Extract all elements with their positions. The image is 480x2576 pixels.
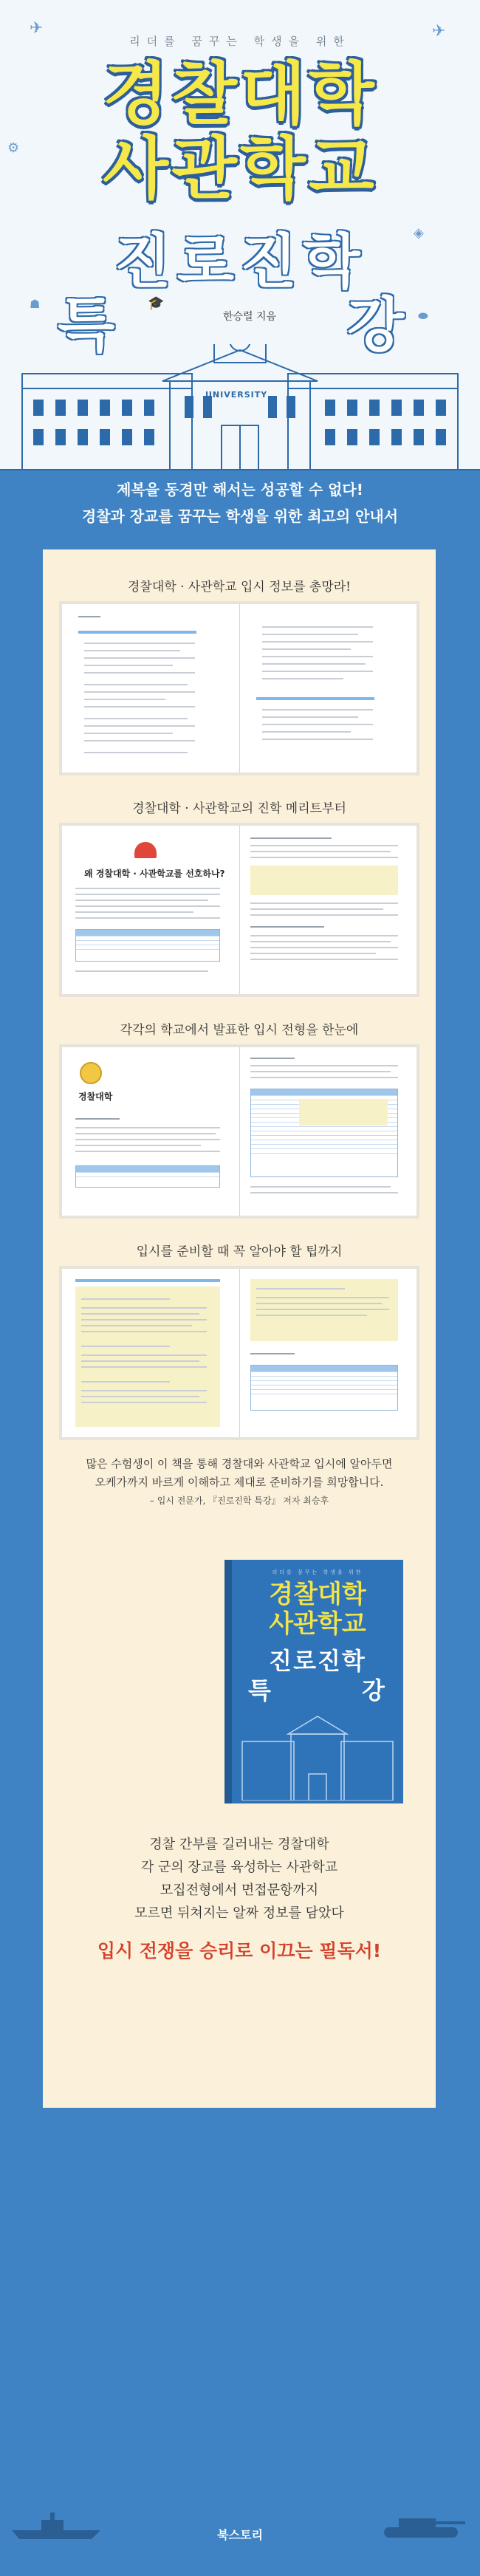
book-cover-title3: 진로진학 [269, 1647, 366, 1675]
book-spread-merit [59, 823, 419, 997]
closing-line3: 모집전형에서 면접문항까지 [160, 1883, 319, 1898]
book-cover-building-illustration [232, 1712, 403, 1801]
book-cover-title4-right: 강 [362, 1676, 385, 1705]
author-credit: 한승렬 지음 [223, 311, 277, 323]
spread-page-right [240, 604, 417, 773]
book-cover-title1: 경찰대학 [269, 1580, 366, 1609]
tagline-line1: 제복을 동경만 해서는 성공할 수 없다! [117, 481, 363, 499]
closing-copy [43, 1833, 436, 1925]
book-cover-subtitle: 리더를 꿈꾸는 학생을 위한 [272, 1569, 363, 1575]
closing-line4: 모르면 뒤쳐지는 알짜 정보를 담았다 [134, 1905, 344, 1921]
cover-title-line2: 사관학교 [103, 129, 377, 208]
spread-page-left [62, 1047, 240, 1216]
cover-title-line1: 경찰대학 [103, 55, 377, 134]
book-cover-title4-left: 특 [248, 1676, 271, 1705]
section-title-1: 경찰대학 · 사관학교 입시 정보를 총망라! [127, 580, 351, 595]
fighter-jet-icon: ✈ [432, 22, 446, 41]
spread-page-left [62, 826, 240, 994]
grad-cap-icon: 🎓 [148, 295, 165, 311]
content-panel [43, 549, 436, 2108]
book-cover-image [232, 1560, 403, 1803]
quote-attribution: – 입시 전문가, 『진로진학 특강』 저자 최승후 [149, 1496, 329, 1506]
closing-line1: 경찰 간부를 길러내는 경찰대학 [149, 1837, 329, 1852]
quote-line1: 많은 수험생이 이 책을 통해 경찰대와 사관학교 입시에 알아두면 [86, 1457, 393, 1470]
closing-line2: 각 군의 장교를 육성하는 사관학교 [140, 1860, 338, 1875]
police-cap-icon: ◈ [414, 225, 424, 241]
publisher-logo: 북스토리 [217, 2528, 263, 2542]
university-sign: UNIVERSITY [205, 390, 268, 400]
section-title-3: 각각의 학교에서 발표한 입시 전형을 한눈에 [120, 1023, 359, 1038]
book-spread-admissions [59, 1044, 419, 1219]
spread-page-right [240, 826, 417, 994]
cover-title-line4-right: 강 [347, 291, 405, 360]
quote-line2: 오케가까지 바르게 이해하고 제대로 준비하기를 희망합니다. [95, 1476, 384, 1489]
book-spread-tips [59, 1266, 419, 1440]
tagline-band [0, 470, 480, 538]
cover-subtitle: 리더를 꿈꾸는 학생을 위한 [129, 35, 351, 48]
book-spread-toc [59, 601, 419, 775]
siren-icon [134, 842, 157, 858]
tagline-line2: 경찰과 장교를 꿈꾸는 학생을 위한 최고의 안내서 [81, 507, 399, 525]
helicopter-icon: ⚙ [7, 140, 20, 156]
whistle-icon: ☗ [30, 297, 41, 311]
cover-title-line4-left: 특 [58, 291, 115, 360]
book-cover-title2: 사관학교 [269, 1609, 366, 1639]
spread-page-right [240, 1269, 417, 1437]
spread-page-left [62, 1269, 240, 1437]
spread-page-left [62, 604, 240, 773]
section-title-2: 경찰대학 · 사관학교의 진학 메리트부터 [132, 801, 346, 816]
recommendation-quote [43, 1455, 436, 1510]
police-logo-label: 경찰대학 [78, 1092, 113, 1102]
closing-headline: 입시 전쟁을 승리로 이끄는 필독서! [97, 1940, 382, 1962]
spread-page-right [240, 1047, 417, 1216]
cover-hero [0, 0, 480, 470]
footer-area [0, 2125, 480, 2576]
merit-question-heading: 왜 경찰대학 · 사관학교를 선호하나? [84, 869, 225, 879]
section-title-4: 입시를 준비할 때 꼭 알아야 할 팁까지 [136, 1244, 343, 1259]
university-building-illustration [0, 344, 480, 470]
book-spine [224, 1560, 232, 1803]
pill-icon: ⬬ [418, 309, 428, 323]
police-emblem-icon [80, 1062, 102, 1084]
airplane-icon: ✈ [30, 19, 44, 38]
cover-title-line3: 진로진학 [114, 227, 366, 296]
